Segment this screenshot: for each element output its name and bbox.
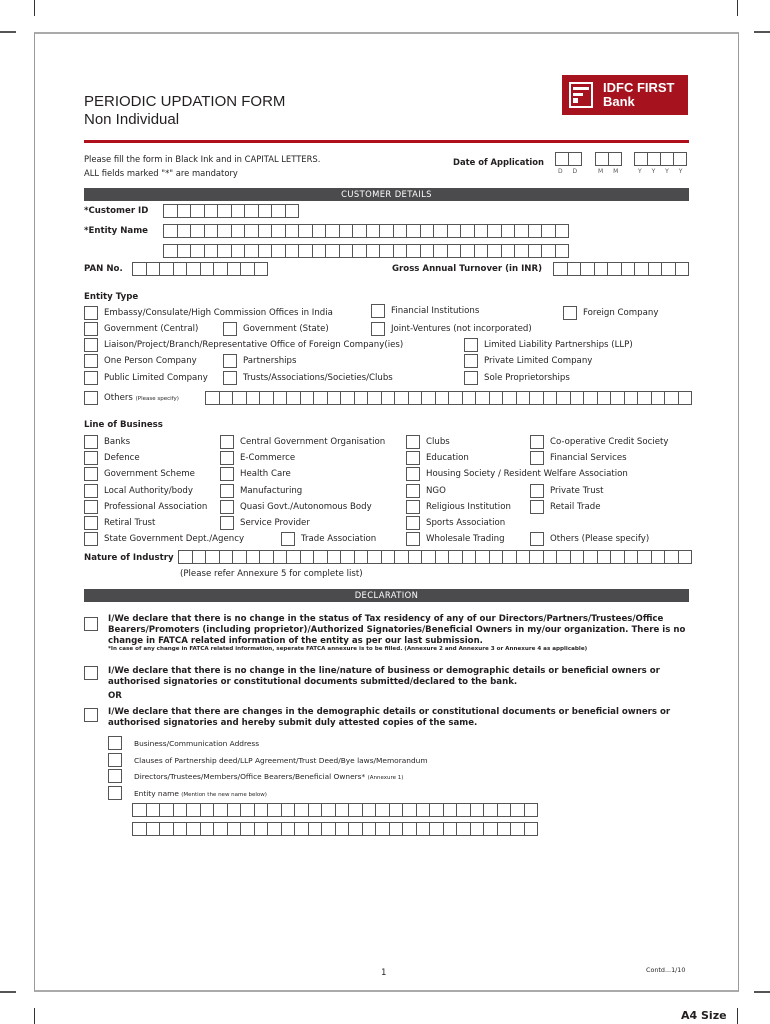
checkbox-partnerships[interactable]: [223, 354, 237, 368]
crop-mark: [737, 1008, 738, 1024]
option-label: Financial Institutions: [391, 306, 480, 316]
checkbox-wholesale-trading[interactable]: [406, 532, 420, 546]
option-label: Government (State): [243, 324, 329, 334]
crop-mark: [0, 31, 16, 33]
page-number: 1: [381, 968, 387, 978]
crop-mark: [754, 31, 770, 33]
option-label: Co-operative Credit Society: [550, 437, 669, 447]
entity-type-heading: Entity Type: [84, 292, 139, 302]
option-label: Banks: [104, 437, 131, 447]
pan-label: PAN No.: [84, 264, 123, 274]
customer-id-label: *Customer ID: [84, 206, 149, 216]
checkbox-llp[interactable]: [464, 338, 478, 352]
checkbox-defence[interactable]: [84, 451, 98, 465]
sub-option-label: Clauses of Partnership deed/LLP Agreement/Trust Deed/Bye laws/Memorandum: [134, 756, 428, 765]
option-label: E-Commerce: [240, 453, 296, 463]
declaration-header: DECLARATION: [84, 589, 689, 602]
option-label: Private Trust: [550, 486, 604, 496]
checkbox-manufacturing[interactable]: [220, 484, 234, 498]
checkbox-financial-services[interactable]: [530, 451, 544, 465]
option-label: Trusts/Associations/Societies/Clubs: [243, 373, 393, 383]
option-label: Wholesale Trading: [426, 534, 505, 544]
checkbox-private-trust[interactable]: [530, 484, 544, 498]
option-label: NGO: [426, 486, 446, 496]
option-label: Sole Proprietorships: [484, 373, 570, 383]
pan-input[interactable]: [132, 262, 268, 276]
checkbox-govt-state[interactable]: [223, 322, 237, 336]
checkbox-clauses[interactable]: [108, 753, 122, 767]
option-label: Manufacturing: [240, 486, 303, 496]
continued-label: Contd...1/10: [646, 966, 686, 974]
option-label: Housing Society / Resident Welfare Association: [426, 469, 628, 479]
checkbox-central-govt[interactable]: [220, 435, 234, 449]
new-entity-name-row2[interactable]: [132, 822, 538, 836]
checkbox-entity-others[interactable]: [84, 391, 98, 405]
option-label: Retail Trade: [550, 502, 601, 512]
entity-name-label: *Entity Name: [84, 226, 149, 236]
checkbox-housing-society[interactable]: [406, 467, 420, 481]
logo-text-line2: Bank: [603, 94, 635, 109]
date-day-field[interactable]: [555, 152, 582, 166]
crop-mark: [34, 0, 35, 16]
option-label: Public Limited Company: [104, 373, 208, 383]
option-label: Local Authority/body: [104, 486, 193, 496]
checkbox-banks[interactable]: [84, 435, 98, 449]
sub-option-label: Business/Communication Address: [134, 739, 260, 748]
checkbox-education[interactable]: [406, 451, 420, 465]
checkbox-one-person-company[interactable]: [84, 354, 98, 368]
checkbox-directors[interactable]: [108, 769, 122, 783]
line-of-business-heading: Line of Business: [84, 420, 163, 430]
entity-name-input-row2[interactable]: [163, 244, 569, 258]
checkbox-govt-central[interactable]: [84, 322, 98, 336]
option-label: Trade Association: [301, 534, 377, 544]
instruction-line2: ALL fields marked "*" are mandatory: [84, 168, 238, 178]
checkbox-retail-trade[interactable]: [530, 500, 544, 514]
checkbox-public-limited[interactable]: [84, 371, 98, 385]
checkbox-private-limited[interactable]: [464, 354, 478, 368]
option-label: Quasi Govt./Autonomous Body: [240, 502, 372, 512]
checkbox-professional-association[interactable]: [84, 500, 98, 514]
form-title: PERIODIC UPDATION FORM: [84, 93, 286, 110]
option-label: Retiral Trust: [104, 518, 156, 528]
checkbox-ngo[interactable]: [406, 484, 420, 498]
option-label: Embassy/Consulate/High Commission Offices in India: [104, 308, 333, 318]
checkbox-foreign-company[interactable]: [563, 306, 577, 320]
option-label: Foreign Company: [583, 308, 659, 318]
declaration-1-note: *In case of any change in FATCA related information, seperate FATCA annexure is to be filled. (Annexure 2 and Annexure 3 or Annexure 4 as applicable): [108, 646, 588, 652]
date-year-field[interactable]: [634, 152, 687, 166]
entity-name-input-row1[interactable]: [163, 224, 569, 238]
or-label: OR: [108, 691, 122, 701]
option-label: Limited Liability Partnerships (LLP): [484, 340, 633, 350]
option-label: One Person Company: [104, 356, 197, 366]
checkbox-state-govt[interactable]: [84, 532, 98, 546]
checkbox-embassy[interactable]: [84, 306, 98, 320]
checkbox-business-address[interactable]: [108, 736, 122, 750]
form-subtitle: Non Individual: [84, 111, 180, 128]
sub-option-label: Directors/Trustees/Members/Office Bearers/Beneficial Owners* (Annexure 1): [134, 772, 404, 781]
option-label: Clubs: [426, 437, 450, 447]
crop-mark: [34, 1008, 35, 1024]
checkbox-declaration-no-change[interactable]: [84, 666, 98, 680]
declaration-2-text: I/We declare that there is no change in the line/nature of business or demographic details or beneficial owners or authorised signatories or constitutional documents submitted/declared to the bank.: [108, 666, 660, 687]
option-label: Sports Association: [426, 518, 506, 528]
option-label: Defence: [104, 453, 140, 463]
option-label: Financial Services: [550, 453, 627, 463]
checkbox-trusts[interactable]: [223, 371, 237, 385]
option-label: Religious Institution: [426, 502, 511, 512]
logo-text-line1: IDFC FIRST: [603, 80, 675, 95]
checkbox-religious-institution[interactable]: [406, 500, 420, 514]
customer-id-input[interactable]: [163, 204, 299, 218]
month-hint: M M: [598, 168, 623, 175]
date-of-application-label: Date of Application: [453, 157, 544, 167]
new-entity-name-row1[interactable]: [132, 803, 538, 817]
declaration-3-text: I/We declare that there are changes in the demographic details or constitutional documents or beneficial owners or authorised signatories and hereby submit duly attested copies of the same.: [108, 707, 671, 728]
option-label: Service Provider: [240, 518, 310, 528]
checkbox-liaison-office[interactable]: [84, 338, 98, 352]
checkbox-local-authority[interactable]: [84, 484, 98, 498]
checkbox-sole-proprietorships[interactable]: [464, 371, 478, 385]
declaration-1-text: I/We declare that there is no change in the status of Tax residency of any of our Directors/Partners/Trustees/Office Bearers/Promoters (including proprietor)/Authorized Signatories/Beneficial Owners in my/our organization. There is no change in FATCA related information of the entity as per our last submission.: [108, 614, 686, 646]
option-label: Joint-Ventures (not incorporated): [391, 324, 532, 334]
option-label: Private Limited Company: [484, 356, 593, 366]
date-month-field[interactable]: [595, 152, 622, 166]
checkbox-lob-others[interactable]: [530, 532, 544, 546]
sub-option-label: Entity name (Mention the new name below): [134, 789, 267, 798]
day-hint: D D: [558, 168, 582, 175]
checkbox-entity-name-change[interactable]: [108, 786, 122, 800]
nature-of-industry-input[interactable]: [178, 550, 692, 564]
entity-others-input[interactable]: [205, 391, 692, 405]
option-label: Liaison/Project/Branch/Representative Office of Foreign Company(ies): [104, 340, 404, 350]
checkbox-e-commerce[interactable]: [220, 451, 234, 465]
option-label: Others (Please specify): [550, 534, 650, 544]
checkbox-govt-scheme[interactable]: [84, 467, 98, 481]
logo-mark-icon: [569, 82, 593, 108]
option-label: State Government Dept./Agency: [104, 534, 245, 544]
checkbox-retiral-trust[interactable]: [84, 516, 98, 530]
option-label: Health Care: [240, 469, 291, 479]
checkbox-co-op-credit[interactable]: [530, 435, 544, 449]
checkbox-trade-association[interactable]: [281, 532, 295, 546]
entity-others-label: Others (Please specify): [104, 393, 179, 403]
option-label: Education: [426, 453, 469, 463]
option-label: Central Government Organisation: [240, 437, 386, 447]
turnover-input[interactable]: [553, 262, 689, 276]
turnover-label: Gross Annual Turnover (in INR): [392, 264, 543, 274]
instruction-line1: Please fill the form in Black Ink and in CAPITAL LETTERS.: [84, 154, 321, 164]
nature-of-industry-hint: (Please refer Annexure 5 for complete list): [180, 569, 363, 579]
bank-logo: [562, 75, 688, 115]
header-divider: [84, 140, 689, 143]
crop-mark: [737, 0, 738, 16]
crop-mark: [0, 991, 16, 993]
option-label: Government Scheme: [104, 469, 195, 479]
paper-size-label: A4 Size: [681, 1009, 727, 1022]
customer-details-header: CUSTOMER DETAILS: [84, 188, 689, 201]
year-hint: Y Y Y Y: [638, 168, 687, 175]
checkbox-sports-association[interactable]: [406, 516, 420, 530]
checkbox-financial-institutions[interactable]: [371, 304, 385, 318]
checkbox-declaration-changes[interactable]: [84, 708, 98, 722]
checkbox-joint-ventures[interactable]: [371, 322, 385, 336]
option-label: Professional Association: [104, 502, 208, 512]
option-label: Government (Central): [104, 324, 199, 334]
nature-of-industry-label: Nature of Industry: [84, 553, 174, 563]
option-label: Partnerships: [243, 356, 297, 366]
crop-mark: [754, 991, 770, 993]
checkbox-quasi-govt[interactable]: [220, 500, 234, 514]
checkbox-clubs[interactable]: [406, 435, 420, 449]
checkbox-service-provider[interactable]: [220, 516, 234, 530]
checkbox-health-care[interactable]: [220, 467, 234, 481]
checkbox-declaration-no-tax-change[interactable]: [84, 617, 98, 631]
